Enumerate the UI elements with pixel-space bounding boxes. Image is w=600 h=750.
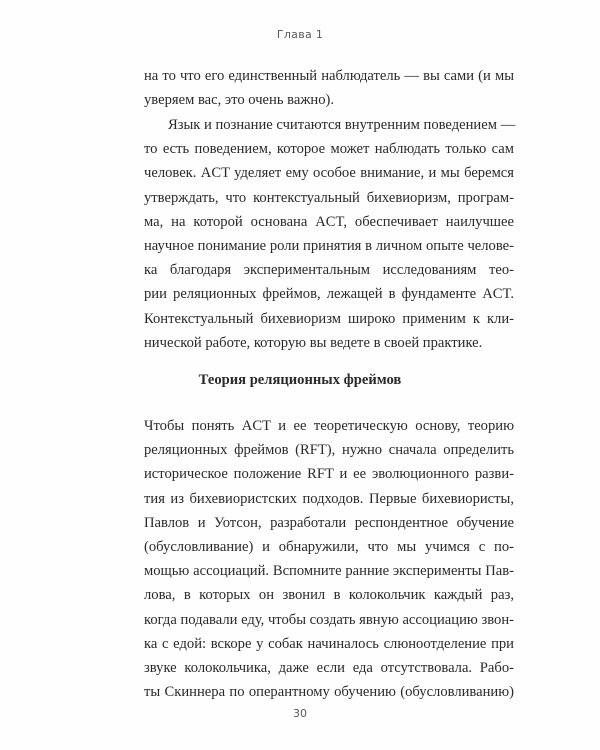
text-line: нической работе, которую вы ведете в своей практике. <box>144 334 483 351</box>
text-line: звуке колокольчика, даже если еда отсутствовала. Рабо- <box>144 660 514 677</box>
text-line: (обусловливание) и обнаружили, что мы учимся с по- <box>144 539 514 556</box>
text-line: человек. ACT уделяет ему особое внимание, и мы беремся <box>144 165 514 182</box>
text-line: утверждать, что контекстуальный бихевиоризм, програм- <box>144 189 514 206</box>
text-line: реляционных фреймов (RFT), нужно сначала определить <box>144 442 514 459</box>
text-line: ка с едой: вскоре у собак начиналось слюноотделение при <box>144 635 514 652</box>
paragraph-2 <box>144 113 514 355</box>
section-heading: Теория реляционных фреймов <box>198 372 402 388</box>
running-head: Глава 1 <box>276 28 324 41</box>
text-line: историческое положение RFT и ее эволюционного разви- <box>144 466 514 483</box>
text-line: рии реляционных фреймов, лежащей в фундаменте ACT. <box>144 286 514 303</box>
text-line: Павлов и Уотсон, разработали респондентное обучение <box>144 514 514 531</box>
text-line: тия из бихевиористских подходов. Первые бихевиористы, <box>144 490 514 507</box>
text-line: то есть поведением, которое может наблюдать только сам <box>144 141 514 158</box>
text-line: ма, на которой основана ACT, обеспечивает наилучшее <box>144 213 514 230</box>
text-line: научное понимание роли принятия в личном опыте челове- <box>144 238 514 255</box>
text-line: ты Скиннера по оперантному обучению (обусловливанию) <box>144 684 514 701</box>
text-line: когда подавали еду, чтобы создать явную ассоциацию звон- <box>144 611 514 628</box>
text-line: на то что его единственный наблюдатель — вы сами (и мы <box>144 68 514 84</box>
text-line: ка благодаря экспериментальным исследованиям тео- <box>144 262 514 279</box>
text-line: Чтобы понять ACT и ее теоретическую основу, теорию <box>144 418 514 434</box>
paragraph-1 <box>144 64 514 112</box>
text-line: уверяем вас, это очень важно). <box>144 92 335 109</box>
text-line: Язык и познание считаются внутренним поведением — <box>168 117 516 133</box>
page-number: 30 <box>293 707 307 720</box>
paragraph-3 <box>144 414 514 704</box>
text-line: лова, в которых он звонил в колокольчик каждый раз, <box>144 587 514 604</box>
text-line: Контекстуальный бихевиоризм широко применим к кли- <box>144 310 514 327</box>
text-line: мощью ассоциаций. Вспомните ранние эксперименты Пав- <box>144 563 514 580</box>
